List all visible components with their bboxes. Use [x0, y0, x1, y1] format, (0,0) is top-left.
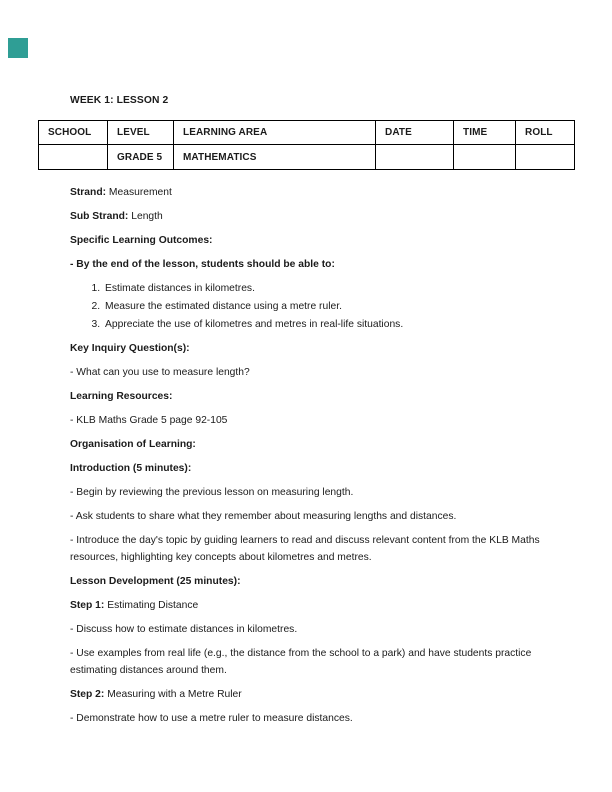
- header-level: LEVEL: [108, 121, 174, 145]
- lesson-content: [70, 184, 546, 727]
- page-title: WEEK 1: LESSON 2: [70, 95, 169, 106]
- step1-line: [70, 597, 546, 614]
- resources-item: - KLB Maths Grade 5 page 92-105: [70, 415, 228, 426]
- step2-label: Step 2:: [70, 689, 105, 700]
- inquiry-question: - What can you use to measure length?: [70, 367, 250, 378]
- step1-label: Step 1:: [70, 600, 105, 611]
- cell-school-value: [39, 145, 108, 170]
- cell-time-value: [454, 145, 516, 170]
- strand-value: Measurement: [108, 187, 172, 198]
- outcome-item: 1. Estimate distances in kilometres.: [103, 280, 546, 298]
- step2-line: [70, 686, 546, 703]
- page-corner-marker: [8, 38, 28, 58]
- sub-strand-label: Sub Strand:: [70, 211, 129, 222]
- outcome-item: 3. Appreciate the use of kilometres and metres in real-life situations.: [103, 316, 546, 334]
- introduction-heading: Introduction (5 minutes):: [70, 463, 192, 474]
- cell-level-value: GRADE 5: [108, 145, 174, 170]
- step2-value: Measuring with a Metre Ruler: [107, 689, 242, 700]
- cell-date-value: [376, 145, 454, 170]
- step2-point: - Demonstrate how to use a metre ruler to measure distances.: [70, 713, 353, 724]
- sub-strand-line: [70, 208, 546, 225]
- introduction-point: - Ask students to share what they remember about measuring lengths and distances.: [70, 511, 457, 522]
- step1-value: Estimating Distance: [107, 600, 199, 611]
- inquiry-heading: Key Inquiry Question(s):: [70, 343, 190, 354]
- resources-heading: Learning Resources:: [70, 391, 173, 402]
- sub-strand-value: Length: [131, 211, 163, 222]
- outcomes-list: [70, 280, 546, 334]
- header-roll: ROLL: [516, 121, 575, 145]
- header-learning-area: LEARNING AREA: [174, 121, 376, 145]
- development-heading: Lesson Development (25 minutes):: [70, 576, 241, 587]
- cell-learning-area-value: MATHEMATICS: [174, 145, 376, 170]
- outcome-item: 2. Measure the estimated distance using a metre ruler.: [103, 298, 546, 316]
- introduction-point: - Begin by reviewing the previous lesson on measuring length.: [70, 487, 354, 498]
- introduction-point: - Introduce the day's topic by guiding learners to read and discuss relevant content from the KLB Maths resources, highlighting key concepts about kilometres and metres.: [70, 535, 540, 563]
- table-value-row: [39, 145, 575, 170]
- header-time: TIME: [454, 121, 516, 145]
- table-header-row: [39, 121, 575, 145]
- header-school: SCHOOL: [39, 121, 108, 145]
- outcomes-heading: Specific Learning Outcomes:: [70, 235, 213, 246]
- lesson-info-table: [38, 120, 575, 170]
- strand-label: Strand:: [70, 187, 107, 198]
- strand-line: [70, 184, 546, 201]
- outcomes-lead: - By the end of the lesson, students should be able to:: [70, 259, 335, 270]
- cell-roll-value: [516, 145, 575, 170]
- step1-point: - Use examples from real life (e.g., the distance from the school to a park) and have students practice estimating distances around them.: [70, 648, 532, 676]
- header-date: DATE: [376, 121, 454, 145]
- organisation-heading: Organisation of Learning:: [70, 439, 196, 450]
- step1-point: - Discuss how to estimate distances in kilometres.: [70, 624, 298, 635]
